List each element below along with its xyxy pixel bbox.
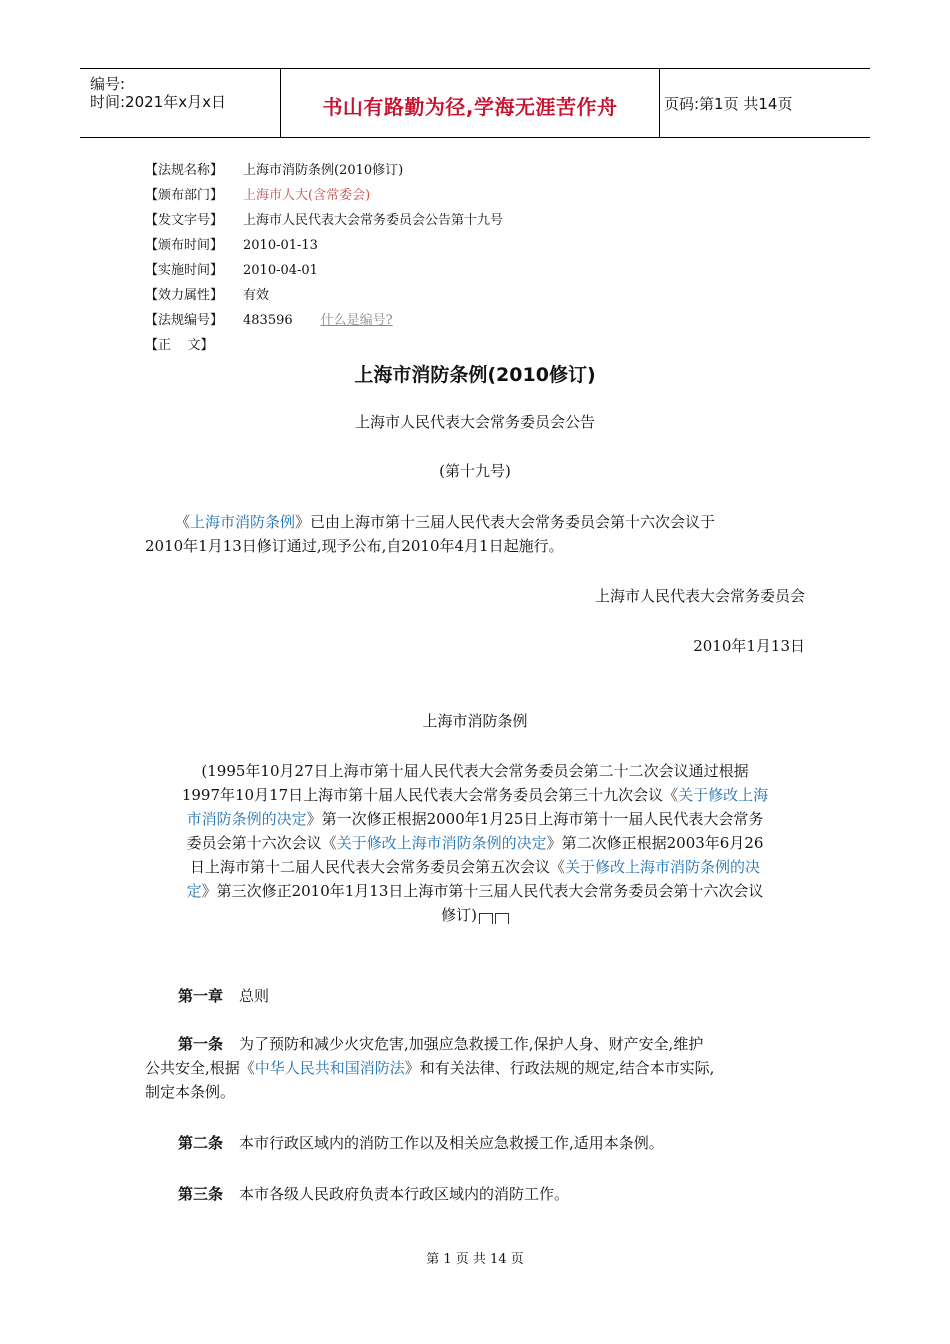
meta-key: 【颁布时间】	[145, 238, 224, 253]
meta-key: 【颁布部门】	[145, 188, 224, 203]
meta-value: 上海市人民代表大会常务委员会公告第十九号	[243, 213, 504, 228]
meta-row	[145, 233, 503, 258]
regulation-meta	[145, 158, 503, 358]
meta-value: 2010-01-13	[243, 238, 318, 253]
meta-row	[145, 258, 503, 283]
meta-key: 【法规名称】	[145, 163, 224, 178]
meta-value: 有效	[243, 288, 270, 303]
article-1: 第一条 为了预防和减少火灾危害,加强应急救援工作,保护人身、财产安全,维护 公共安全,根据《中华人民共和国消防法》和有关法律、行政法规的规定,结合本市实际, 制定本条例。	[145, 1035, 715, 1101]
page-info: 页码:第1页 共14页	[664, 95, 793, 113]
meta-key: 【实施时间】	[145, 263, 224, 278]
article-2: 第二条 本市行政区域内的消防工作以及相关应急救援工作,适用本条例。	[178, 1134, 664, 1152]
issuer-link[interactable]: 上海市人大(含常委会)	[243, 188, 371, 203]
amendment-link-3[interactable]: 关于修改上海市消防条例的决	[565, 858, 761, 876]
amendment-link-1b[interactable]: 市消防条例的决定	[186, 810, 307, 828]
meta-key: 【效力属性】	[145, 288, 224, 303]
what-is-number-link[interactable]: 什么是编号?	[320, 313, 393, 328]
header-page-cell	[660, 69, 870, 137]
meta-row	[145, 208, 503, 233]
page-footer: 第 1 页 共 14 页	[426, 1252, 524, 1267]
announcement-heading: 上海市人民代表大会常务委员会公告	[354, 413, 595, 431]
regulation-subtitle: 上海市消防条例	[422, 712, 528, 730]
meta-value: 483596	[243, 313, 293, 328]
time-label: 时间:2021年x月x日	[90, 93, 226, 111]
meta-row	[145, 158, 503, 183]
amendment-link-3b[interactable]: 定	[186, 882, 202, 900]
chapter-label: 第一章	[178, 987, 224, 1005]
meta-key: 【发文字号】	[145, 213, 224, 228]
fire-law-link[interactable]: 中华人民共和国消防法	[254, 1059, 405, 1077]
doc-title: 上海市消防条例(2010修订)	[354, 364, 596, 386]
number-label: 编号:	[90, 75, 126, 93]
chapter-1-heading	[145, 984, 805, 1008]
regulation-link[interactable]: 上海市消防条例	[190, 513, 296, 531]
meta-key: 【法规编号】	[145, 313, 224, 328]
sign-date: 2010年1月13日	[693, 637, 805, 655]
signer: 上海市人民代表大会常务委员会	[594, 587, 805, 605]
chapter-title: 总则	[239, 987, 270, 1005]
article-label: 第二条	[178, 1134, 224, 1152]
amendment-link-2[interactable]: 关于修改上海市消防条例的决定	[336, 834, 547, 852]
announcement-body: 《上海市消防条例》已由上海市第十三届人民代表大会常务委员会第十六次会议于 2010年1月13日修订通过,现予公布,自2010年4月1日起施行。	[145, 513, 716, 555]
meta-value: 2010-04-01	[243, 263, 318, 278]
meta-row	[145, 283, 503, 308]
header-motto-cell	[281, 69, 660, 137]
article-3: 第三条 本市各级人民政府负责本行政区域内的消防工作。	[178, 1185, 570, 1203]
article-label: 第三条	[178, 1185, 224, 1203]
announcement-number: (第十九号)	[439, 462, 511, 480]
anchor-icon	[479, 913, 493, 924]
anchor-icon	[495, 913, 509, 924]
article-label: 第一条	[178, 1035, 224, 1053]
header-left-cell	[80, 69, 281, 137]
motto-text: 书山有路勤为径,学海无涯苦作舟	[322, 95, 618, 119]
amendment-link-1[interactable]: 关于修改上海	[678, 786, 769, 804]
meta-row	[145, 333, 503, 358]
amendment-history: (1995年10月27日上海市第十届人民代表大会常务委员会第二十二次会议通过根据 1997年10月17日上海市第十届人民代表大会常务委员会第三十九次会议《关于修改上海 市消防条例的决定》第一次修正根据2000年1月25日上海市第十一届人民代表大会常务 委员会第十六次会议《关于修改上海市消防条例的决定》第二次修正根据2003年6月26 日上海市第十二届人民代表大会常务委员会第五次会议《关于修改上海市消防条例的决 定》第三次修正2010年1月13日上海市第十三届人民代表大会常务委员会第十六次会议 修订)	[181, 762, 769, 924]
meta-row	[145, 308, 503, 333]
page-header	[80, 68, 870, 138]
meta-row	[145, 183, 503, 208]
meta-key: 【正 文】	[145, 338, 214, 353]
meta-value: 上海市消防条例(2010修订)	[243, 163, 404, 178]
